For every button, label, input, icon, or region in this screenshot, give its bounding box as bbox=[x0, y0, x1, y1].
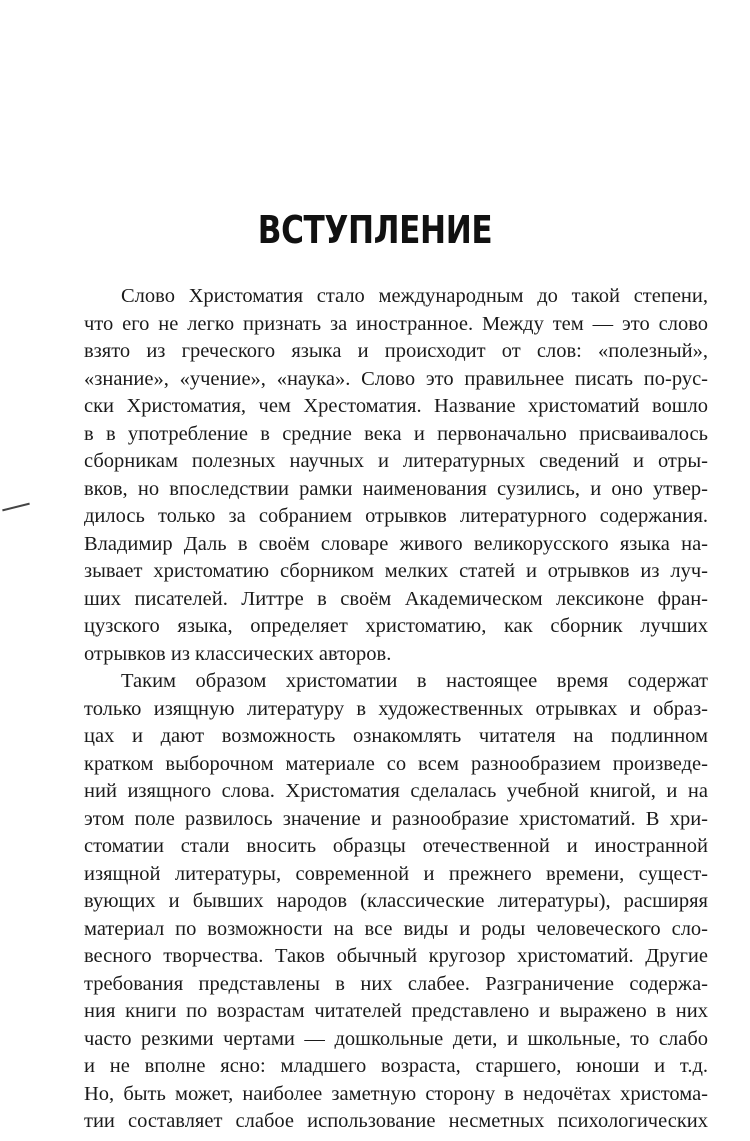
text-line: сборникам полезных научных и литературных сведений и отры- bbox=[84, 450, 708, 472]
text-line: Таким образом христоматии в настоящее время содержат bbox=[121, 670, 708, 692]
text-line: дилось только за собранием отрывков литературного содержания. bbox=[84, 505, 708, 527]
text-line: ний изящного слова. Христоматия сделалась учебной книгой, и на bbox=[84, 780, 708, 802]
body-text bbox=[84, 283, 708, 1136]
text-line: отрывков из классических авторов. bbox=[84, 642, 392, 665]
text-line: Но, быть может, наиболее заметную сторону в недочётах христома- bbox=[84, 1082, 708, 1105]
text-line: ния книги по возрастам читателей представлено и выражено в них bbox=[84, 1000, 708, 1022]
text-line: что его не легко признать за иностранное. Между тем — это слово bbox=[84, 312, 708, 335]
margin-pen-mark bbox=[2, 503, 30, 512]
text-line: вующих и бывших народов (классические литературы), расширяя bbox=[84, 890, 708, 912]
text-line: Владимир Даль в своём словаре живого великорусского языка на- bbox=[84, 532, 708, 555]
text-line: тии составляет слабое использование несметных психологических bbox=[84, 1110, 708, 1132]
text-line: весного творчества. Таков обычный кругозор христоматий. Другие bbox=[84, 945, 708, 967]
text-line: и не вполне ясно: младшего возраста, старшего, юноши и т.д. bbox=[84, 1055, 708, 1077]
text-line: вков, но впоследствии рамки наименования сузились, и оно утвер- bbox=[84, 477, 708, 500]
text-line: кратком выборочном материале со всем разнообразием произведе- bbox=[84, 752, 708, 775]
text-line: цузского языка, определяет христоматию, как сборник лучших bbox=[84, 615, 708, 637]
text-line: стоматии стали вносить образцы отечественной и иностранной bbox=[84, 835, 708, 857]
text-line: часто резкими чертами — дошкольные дети, и школьные, то слабо bbox=[84, 1027, 708, 1050]
text-line: этом поле развилось значение и разнообразие христоматий. В хри- bbox=[84, 807, 708, 830]
text-line: требования представлены в них слабее. Разграничение содержа- bbox=[84, 972, 708, 995]
chapter-heading: ВСТУПЛЕНИЕ bbox=[257, 208, 493, 252]
text-line: ших писателей. Литтре в своём Академическом лексиконе фран- bbox=[84, 587, 708, 610]
text-line: цах и дают возможность ознакомлять читателя на подлинном bbox=[84, 725, 708, 747]
text-line: в в употребление в средние века и первоначально присваивалось bbox=[84, 422, 708, 445]
text-line: «знание», «учение», «наука». Слово это правильнее писать по-рус- bbox=[84, 367, 708, 390]
text-line: взято из греческого языка и происходит от слов: «полезный», bbox=[84, 340, 708, 362]
text-line: ски Христоматия, чем Хрестоматия. Название христоматий вошло bbox=[84, 395, 708, 417]
text-line: Слово Христоматия стало международным до такой степени, bbox=[121, 285, 708, 307]
text-line: зывает христоматию сборником мелких статей и отрывков из луч- bbox=[84, 560, 708, 582]
text-line: материал по возможности на все виды и роды человеческого сло- bbox=[84, 917, 708, 940]
text-line: только изящную литературу в художественных отрывках и образ- bbox=[84, 697, 708, 720]
text-line: изящной литературы, современной и прежнего времени, сущест- bbox=[84, 862, 708, 885]
